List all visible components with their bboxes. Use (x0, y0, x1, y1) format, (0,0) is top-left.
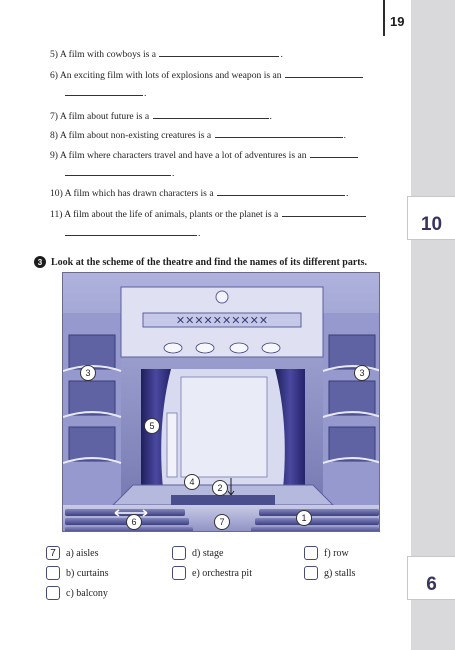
diagram-label: 5 (144, 418, 160, 434)
question-11 (50, 207, 367, 221)
answer-box[interactable] (46, 566, 60, 580)
answer-label: c) balcony (66, 587, 108, 599)
question-text: 10) A film which has drawn characters is a (50, 188, 214, 199)
question-8 (50, 128, 346, 142)
question-7 (50, 109, 272, 123)
question-text: 5) A film with cowboys is a (50, 49, 157, 60)
question-end: . (172, 168, 175, 179)
answer-stage (172, 546, 223, 560)
answer-blank[interactable] (65, 166, 171, 176)
question-text: 9) A film where characters travel and have a lot of adventures is an (50, 150, 307, 161)
answer-box[interactable] (46, 586, 60, 600)
answer-label: e) orchestra pit (192, 567, 252, 579)
theatre-illustration (62, 272, 380, 532)
answer-label: d) stage (192, 547, 224, 559)
question-5 (50, 47, 283, 61)
answer-blank[interactable] (153, 109, 269, 119)
question-text: 8) A film about non-existing creatures is a (50, 130, 212, 141)
answer-blank[interactable] (285, 68, 363, 78)
answer-orchestra-pit (172, 566, 252, 580)
answer-box[interactable] (304, 546, 318, 560)
answer-blank[interactable] (217, 186, 345, 196)
answer-blank[interactable] (65, 226, 197, 236)
answer-blank[interactable] (282, 207, 366, 217)
svg-text:✕✕✕✕✕✕✕✕✕✕: ✕✕✕✕✕✕✕✕✕✕ (175, 314, 269, 327)
question-11-continuation (64, 226, 200, 240)
right-balconies (323, 313, 380, 513)
answer-box[interactable]: 7 (46, 546, 60, 560)
diagram-label: 6 (126, 514, 142, 530)
exercise-instruction: Look at the scheme of the theatre and find the names of its different parts. (51, 256, 367, 268)
answer-blank[interactable] (65, 86, 143, 96)
page-number-rule (383, 0, 385, 36)
page-number: 19 (390, 14, 405, 29)
diagram-label: 1 (296, 510, 312, 526)
question-9 (50, 148, 359, 162)
question-end: . (269, 111, 272, 122)
answer-balcony (46, 586, 108, 600)
question-text: 6) An exciting film with lots of explosions and weapon is an (50, 70, 282, 81)
question-text: 7) A film about future is a (50, 111, 150, 122)
answer-label: g) stalls (324, 567, 356, 579)
diagram-label: 4 (184, 474, 200, 490)
question-text: 11) A film about the life of animals, plants or the planet is a (50, 209, 279, 220)
question-end: . (280, 49, 283, 60)
answer-label: f) row (324, 547, 349, 559)
answer-label: b) curtains (66, 567, 109, 579)
unit-tab-10: 10 (407, 196, 455, 240)
answer-box[interactable] (172, 546, 186, 560)
question-end: . (144, 88, 147, 99)
answer-box[interactable] (304, 566, 318, 580)
answer-curtains (46, 566, 109, 580)
diagram-label: 3 (354, 365, 370, 381)
answer-row (304, 546, 349, 560)
question-end: . (198, 228, 201, 239)
answer-label: a) aisles (66, 547, 99, 559)
answer-stalls (304, 566, 355, 580)
answer-blank[interactable] (310, 148, 358, 158)
exercise-heading (34, 256, 367, 268)
answer-aisles (46, 546, 99, 560)
question-end: . (343, 130, 347, 141)
diagram-label: 3 (80, 365, 96, 381)
side-margin-bar (411, 0, 455, 650)
exercise-number-badge: 3 (34, 256, 46, 268)
left-balconies (63, 313, 121, 513)
question-6-continuation (64, 86, 146, 100)
question-6 (50, 68, 364, 82)
question-10 (50, 186, 348, 200)
answer-blank[interactable] (159, 47, 279, 57)
answer-box[interactable] (172, 566, 186, 580)
answer-blank[interactable] (215, 128, 343, 138)
diagram-label: 2 (212, 480, 228, 496)
question-9-continuation (64, 166, 174, 180)
score-tab-6: 6 (407, 556, 455, 600)
question-end: . (345, 188, 349, 199)
diagram-label: 7 (214, 514, 230, 530)
